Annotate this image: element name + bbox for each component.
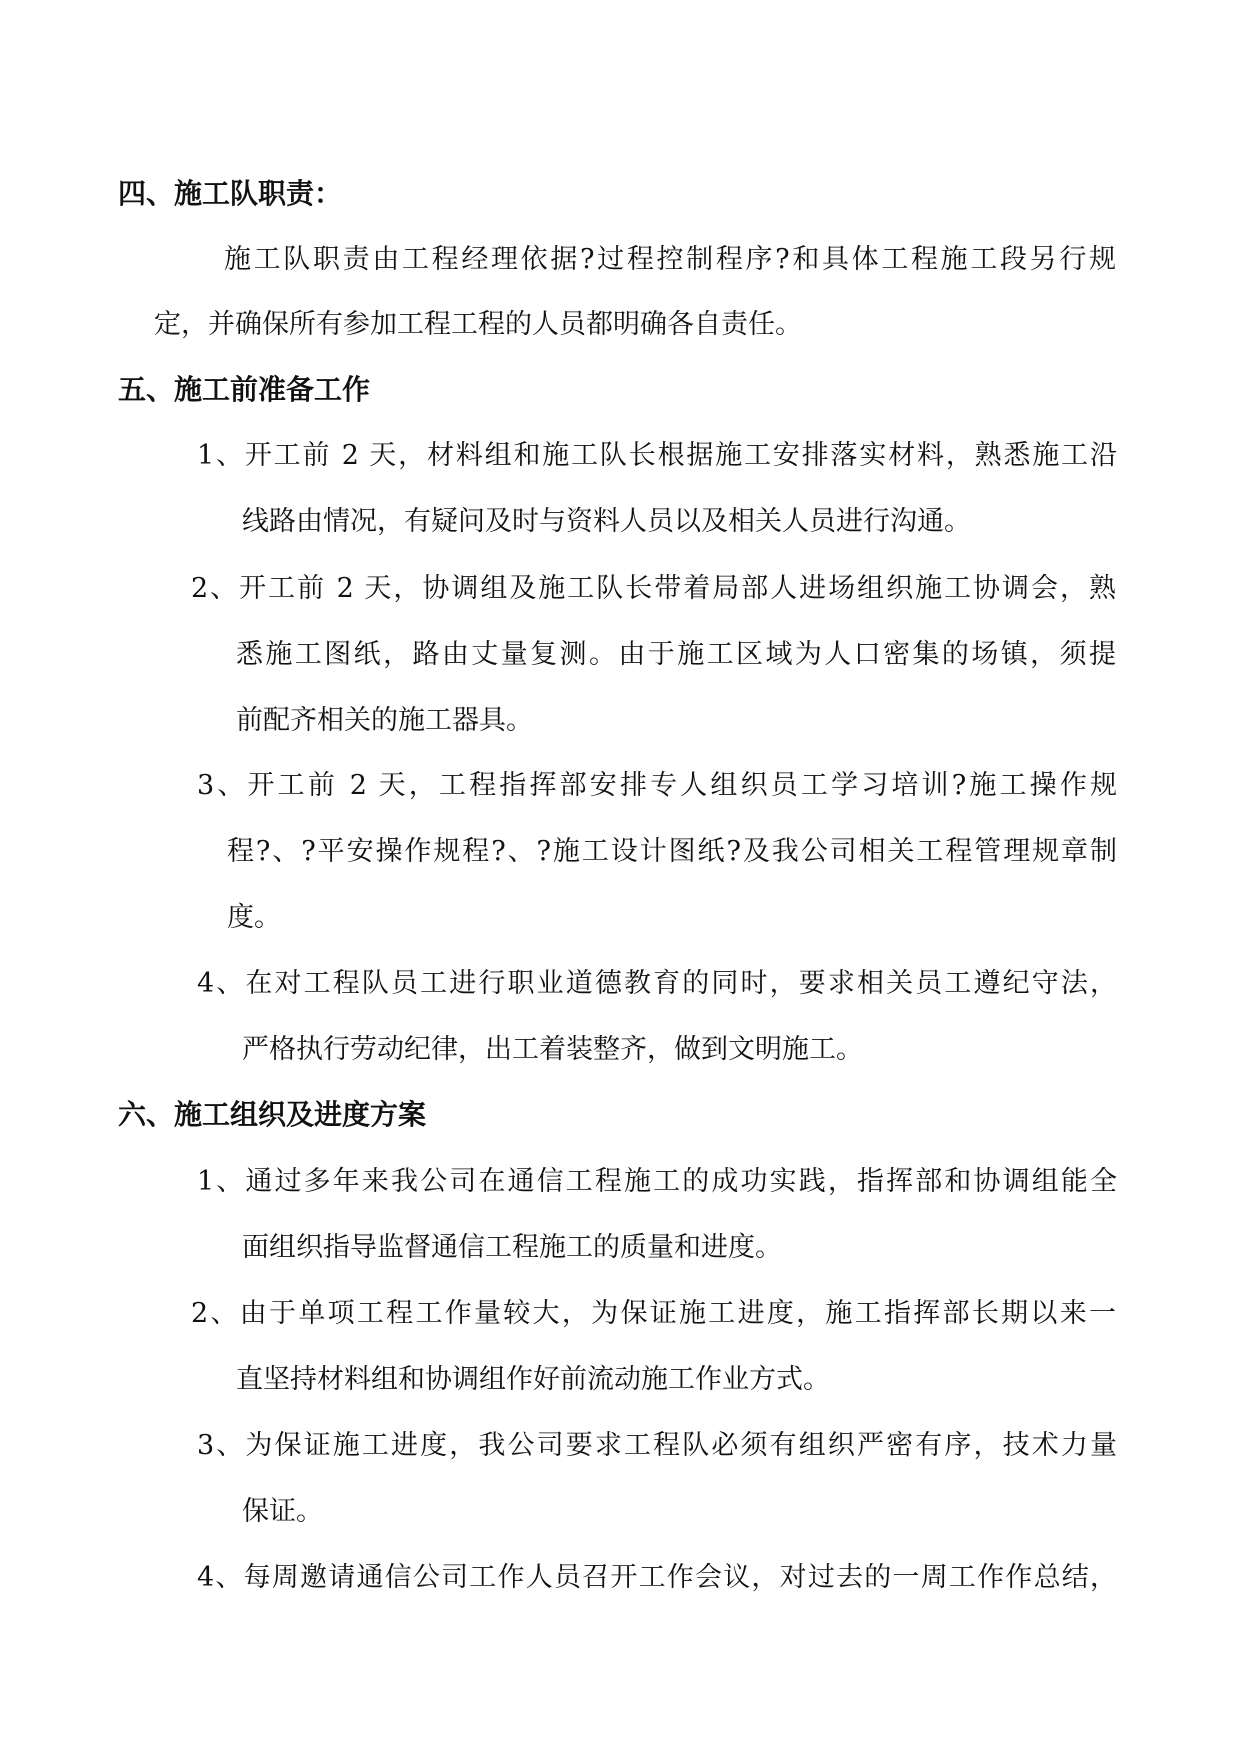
list-item-line: 1、开工前 2 天，材料组和施工队长根据施工安排落实材料，熟悉施工沿 (197, 440, 1117, 471)
list-item-line: 2、开工前 2 天，协调组及施工队长带着局部人进场组织施工协调会，熟 (191, 573, 1116, 604)
list-item-line: 1、通过多年来我公司在通信工程施工的成功实践，指挥部和协调组能全 (197, 1166, 1117, 1197)
list-item-line: 4、每周邀请通信公司工作人员召开工作会议，对过去的一周工作作总结， (197, 1562, 1117, 1593)
list-item-line: 4、在对工程队员工进行职业道德教育的同时，要求相关员工遵纪守法， (197, 968, 1117, 999)
list-item-line: 3、开工前 2 天，工程指挥部安排专人组织员工学习培训?施工操作规 (197, 770, 1117, 801)
list-item-line: 度。 (227, 902, 281, 933)
paragraph-line: 定，并确保所有参加工程工程的人员都明确各自责任。 (154, 309, 802, 340)
list-item-line: 悉施工图纸，路由丈量复测。由于施工区域为人口密集的场镇，须提 (236, 639, 1116, 670)
section-heading: 五、施工前准备工作 (118, 373, 371, 406)
list-item-line: 保证。 (242, 1496, 323, 1527)
list-item-line: 严格执行劳动纪律，出工着装整齐，做到文明施工。 (242, 1034, 863, 1065)
list-item-line: 直坚持材料组和协调组作好前流动施工作业方式。 (236, 1364, 830, 1395)
list-item-line: 面组织指导监督通信工程施工的质量和进度。 (242, 1232, 782, 1263)
list-item-line: 程?、?平安操作规程?、?施工设计图纸?及我公司相关工程管理规章制 (227, 836, 1117, 867)
paragraph-line: 施工队职责由工程经理依据?过程控制程序?和具体工程施工段另行规 (224, 244, 1116, 275)
list-item-line: 线路由情况，有疑问及时与资料人员以及相关人员进行沟通。 (242, 506, 971, 537)
section-heading: 六、施工组织及进度方案 (118, 1098, 427, 1131)
list-item-line: 2、由于单项工程工作量较大，为保证施工进度，施工指挥部长期以来一 (191, 1298, 1116, 1329)
section-heading: 四、施工队职责： (118, 177, 343, 210)
list-item-line: 前配齐相关的施工器具。 (236, 705, 533, 736)
list-item-line: 3、为保证施工进度，我公司要求工程队必须有组织严密有序，技术力量 (197, 1430, 1117, 1461)
